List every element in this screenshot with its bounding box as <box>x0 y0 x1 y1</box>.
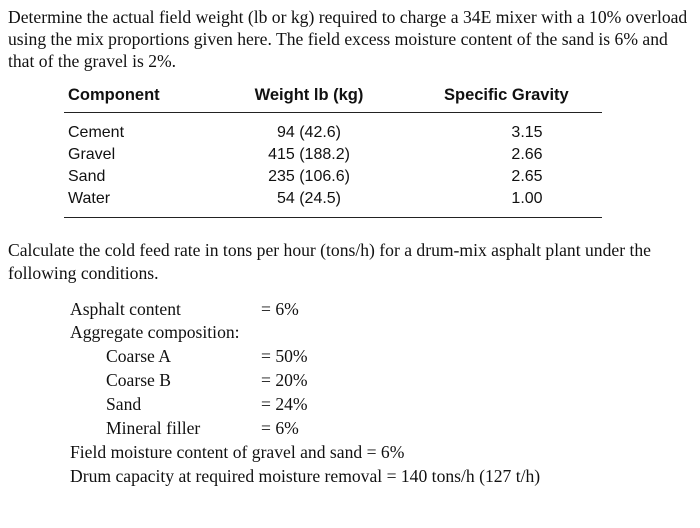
cell-specific-gravity: 1.00 <box>511 190 543 207</box>
cell-weight: 54 (24.5) <box>276 190 342 207</box>
table-header <box>64 84 602 110</box>
problem-1-text: Determine the actual field weight (lb or kg) required to charge a 34E mixer with a 10% overload using the mix proportions given here. The field excess moisture content of the sand is 6% and that of the gravel is 2%. <box>8 7 688 71</box>
cell-component: Sand <box>68 168 106 185</box>
asphalt-content-value: = 6% <box>261 299 299 319</box>
drum-capacity-line: Drum capacity at required moisture removal = 140 tons/h (127 t/h) <box>70 466 541 486</box>
cell-component: Cement <box>68 124 125 141</box>
cell-weight: 235 (106.6) <box>268 168 350 185</box>
header-component: Component <box>68 86 160 104</box>
table-row <box>64 124 602 146</box>
problem-2-text: Calculate the cold feed rate in tons per hour (tons/h) for a drum-mix asphalt plant under the following conditions. <box>8 240 651 283</box>
aggregate-label: Mineral filler <box>106 418 201 438</box>
cell-specific-gravity: 3.15 <box>511 124 543 141</box>
cell-weight: 94 (42.6) <box>276 124 342 141</box>
aggregate-label: Coarse B <box>106 370 171 390</box>
table-row <box>64 146 602 168</box>
field-moisture-line: Field moisture content of gravel and sand = 6% <box>70 442 405 462</box>
cell-specific-gravity: 2.65 <box>511 168 543 185</box>
aggregate-label: Coarse A <box>106 346 171 366</box>
cell-component: Water <box>68 190 111 207</box>
header-weight: Weight lb (kg) <box>254 86 364 104</box>
cell-specific-gravity: 2.66 <box>511 146 543 163</box>
aggregate-composition-label: Aggregate composition: <box>70 322 240 342</box>
mix-proportions-table <box>64 84 602 207</box>
cell-weight: 415 (188.2) <box>268 146 350 163</box>
table-top-rule <box>64 112 602 113</box>
asphalt-content-label: Asphalt content <box>70 299 181 319</box>
aggregate-value: = 24% <box>261 394 308 414</box>
aggregate-value: = 50% <box>261 346 308 366</box>
table-row <box>64 190 602 212</box>
aggregate-label: Sand <box>106 394 142 414</box>
cell-component: Gravel <box>68 146 116 163</box>
table-bottom-rule <box>64 217 602 218</box>
aggregate-value: = 20% <box>261 370 308 390</box>
table-row <box>64 168 602 190</box>
header-specific-gravity: Specific Gravity <box>444 86 569 104</box>
aggregate-value: = 6% <box>261 418 299 438</box>
